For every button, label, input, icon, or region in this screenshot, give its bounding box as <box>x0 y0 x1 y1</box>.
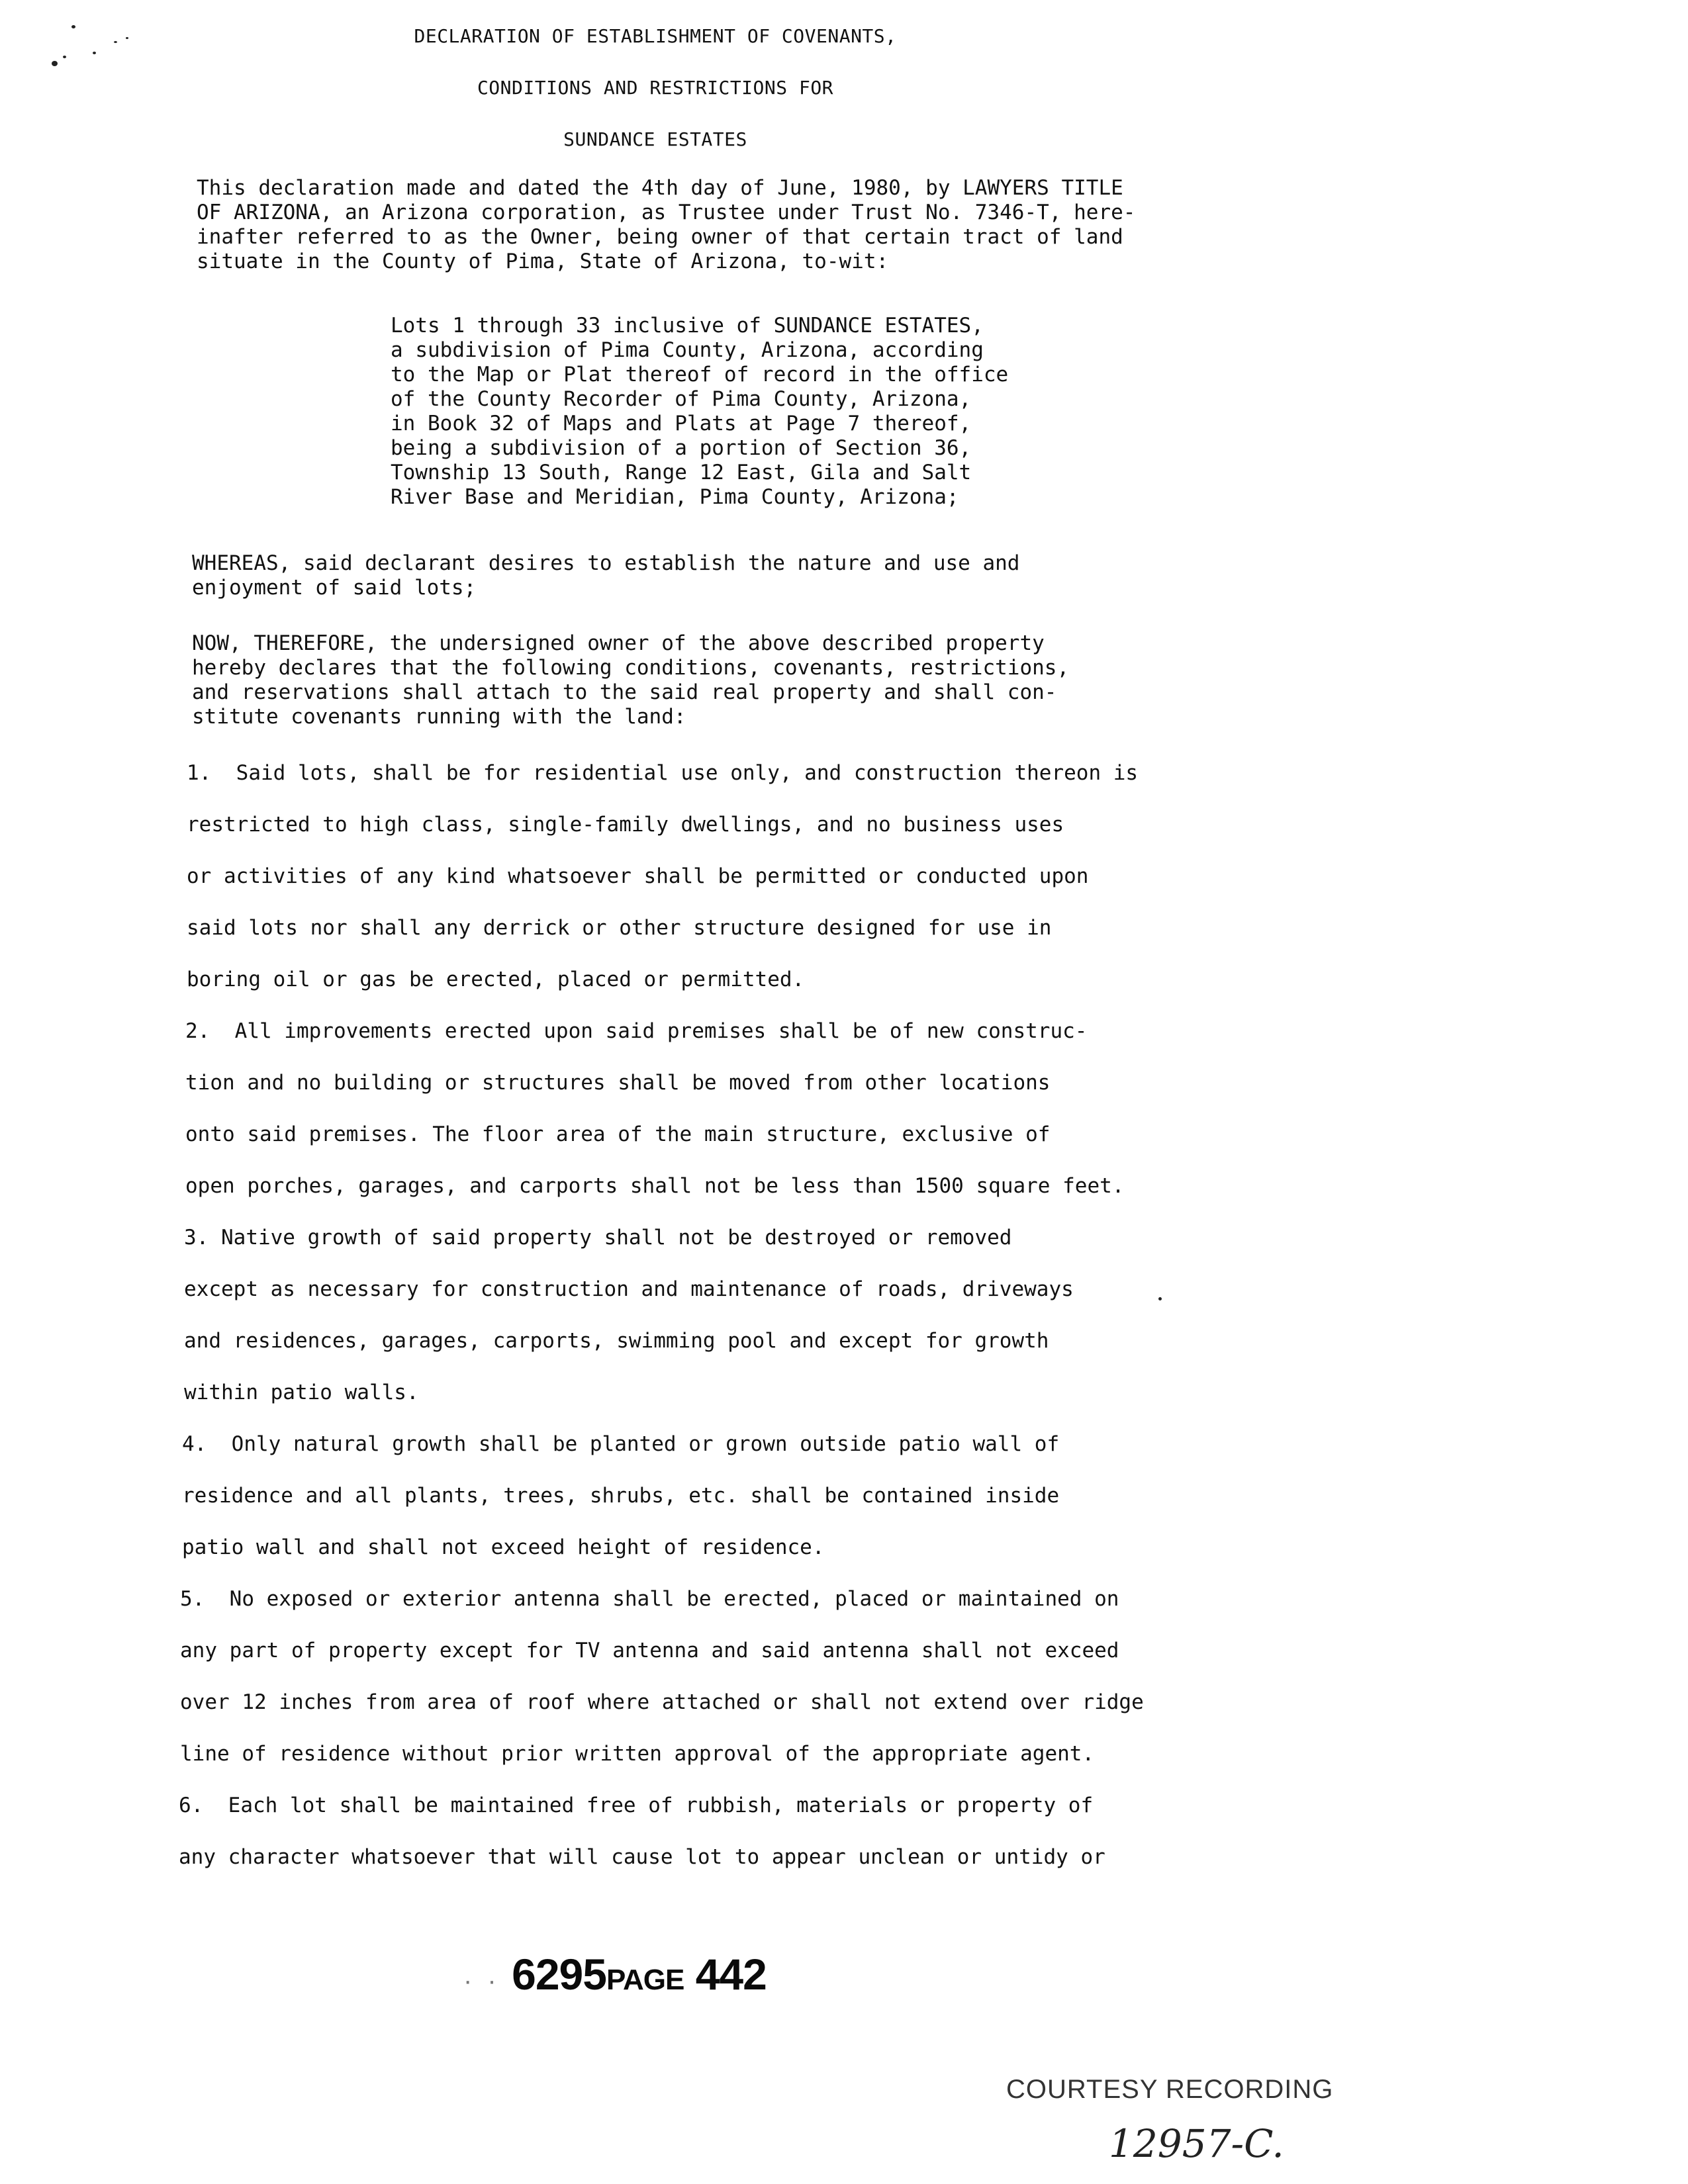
handwritten-number: 12957-C. <box>1109 2121 1284 2166</box>
legal-description-line: River Base and Meridian, Pima County, Arizona; <box>391 485 959 509</box>
clause-line: 1. Said lots, shall be for residential use only, and construction thereon is <box>187 761 1139 785</box>
clause-line: and residences, garages, carports, swimming pool and except for growth <box>184 1329 1049 1353</box>
intro-line: situate in the County of Pima, State of Arizona, to-wit: <box>197 250 889 273</box>
clause-line: tion and no building or structures shall be moved from other locations <box>185 1071 1051 1095</box>
clause-line: said lots nor shall any derrick or other structure designed for use in <box>187 916 1052 940</box>
stamp-book-number: 6295 <box>512 1950 606 1999</box>
whereas-line: WHEREAS, said declarant desires to establish the nature and use and <box>192 551 1020 575</box>
clause-line: onto said premises. The floor area of the main structure, exclusive of <box>185 1122 1051 1146</box>
clause-line: over 12 inches from area of roof where attached or shall not extend over ridge <box>180 1690 1144 1714</box>
clause-line: 3. Native growth of said property shall not be destroyed or removed <box>184 1226 1012 1250</box>
intro-line: OF ARIZONA, an Arizona corporation, as Trustee under Trust No. 7346-T, here- <box>197 201 1136 224</box>
clause-line: 4. Only natural growth shall be planted or grown outside patio wall of <box>182 1432 1060 1456</box>
stamp-faint-prefix: · · <box>463 1966 500 1995</box>
legal-description-line: in Book 32 of Maps and Plats at Page 7 thereof, <box>391 412 972 435</box>
legal-description-line: to the Map or Plat thereof of record in the office <box>391 363 1009 387</box>
legal-description-line: Lots 1 through 33 inclusive of SUNDANCE ESTATES, <box>391 314 984 338</box>
clause-line: 5. No exposed or exterior antenna shall be erected, placed or maintained on <box>180 1587 1119 1611</box>
document-title-line-2: CONDITIONS AND RESTRICTIONS FOR <box>477 77 834 99</box>
document-title-line-1: DECLARATION OF ESTABLISHMENT OF COVENANTS, <box>414 25 897 47</box>
clause-line: boring oil or gas be erected, placed or permitted. <box>187 968 805 991</box>
whereas-line: enjoyment of said lots; <box>192 576 477 600</box>
courtesy-recording-label: COURTESY RECORDING <box>1006 2075 1334 2104</box>
clause-line: residence and all plants, trees, shrubs, etc. shall be contained inside <box>182 1484 1060 1508</box>
clause-line: patio wall and shall not exceed height of residence. <box>182 1535 825 1559</box>
clause-line: within patio walls. <box>184 1381 419 1404</box>
clause-line: any part of property except for TV antenna and said antenna shall not exceed <box>180 1639 1119 1662</box>
clause-line: or activities of any kind whatsoever shall be permitted or conducted upon <box>187 864 1089 888</box>
legal-description-line: a subdivision of Pima County, Arizona, according <box>391 338 984 362</box>
legal-description-line: Township 13 South, Range 12 East, Gila and Salt <box>391 461 972 484</box>
intro-line: inafter referred to as the Owner, being owner of that certain tract of land <box>197 225 1123 249</box>
legal-description-line: of the County Recorder of Pima County, Arizona, <box>391 387 972 411</box>
legal-description-line: being a subdivision of a portion of Section 36, <box>391 436 972 460</box>
clause-line: 6. Each lot shall be maintained free of rubbish, materials or property of <box>179 1794 1094 1817</box>
clause-line: any character whatsoever that will cause lot to appear unclean or untidy or <box>179 1845 1105 1869</box>
stamp-page-number: 442 <box>695 1950 767 1999</box>
stamp-page-label: PAGE <box>606 1964 684 1996</box>
clause-line: open porches, garages, and carports shall not be less than 1500 square feet. <box>185 1174 1125 1198</box>
scan-speck <box>1158 1297 1162 1300</box>
clause-line: line of residence without prior written approval of the appropriate agent. <box>180 1742 1095 1766</box>
intro-line: This declaration made and dated the 4th day of June, 1980, by LAWYERS TITLE <box>197 176 1123 200</box>
now-therefore-line: and reservations shall attach to the said real property and shall con- <box>192 680 1057 704</box>
scan-speck <box>93 52 96 54</box>
recording-stamp <box>463 1949 767 1999</box>
clause-line: except as necessary for construction and maintenance of roads, driveways <box>184 1277 1074 1301</box>
now-therefore-line: stitute covenants running with the land: <box>192 705 686 729</box>
now-therefore-line: NOW, THEREFORE, the undersigned owner of the above described property <box>192 631 1045 655</box>
clause-line: 2. All improvements erected upon said premises shall be of new construc- <box>185 1019 1088 1043</box>
now-therefore-line: hereby declares that the following conditions, covenants, restrictions, <box>192 656 1070 680</box>
scan-speck <box>52 61 58 66</box>
clause-line: restricted to high class, single-family dwellings, and no business uses <box>187 813 1064 837</box>
document-title-line-3: SUNDANCE ESTATES <box>563 128 747 150</box>
scan-speck <box>63 56 66 58</box>
